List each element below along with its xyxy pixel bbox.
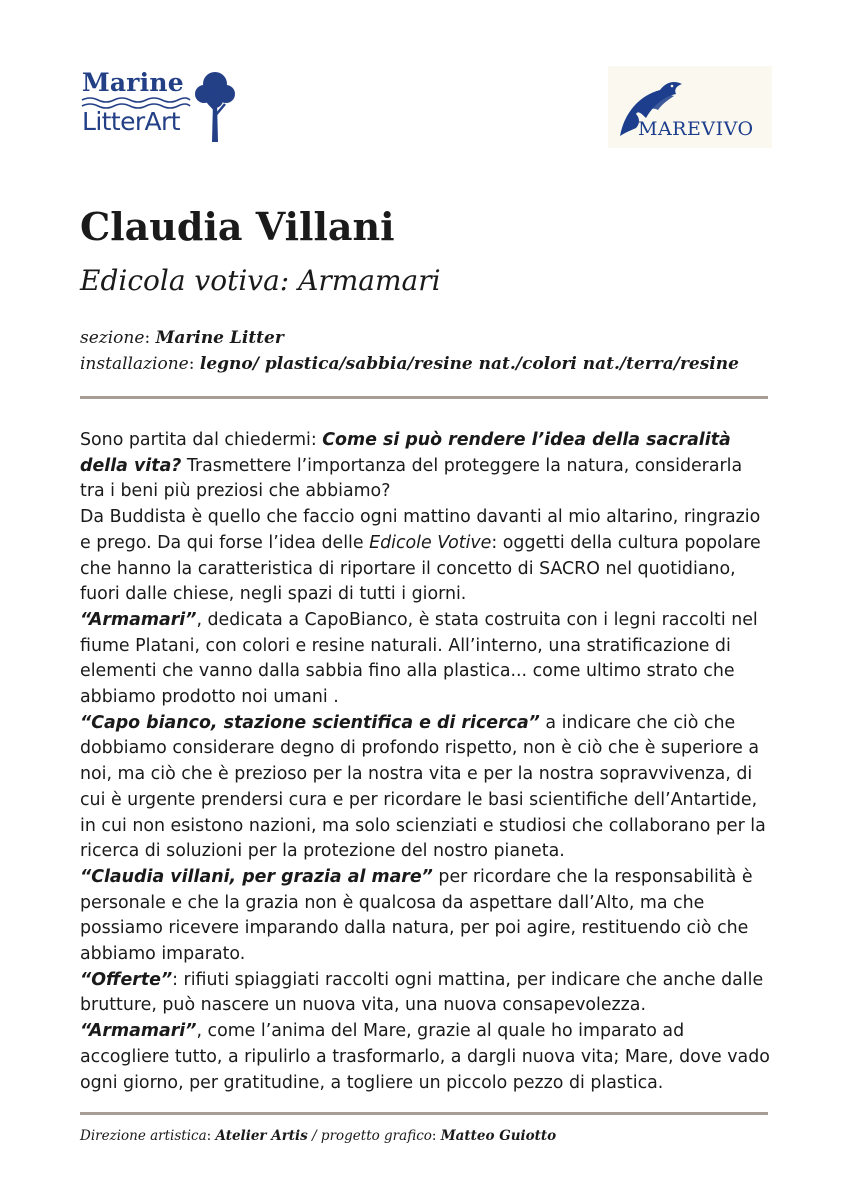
marevivo-wordmark: MAREVIVO (638, 118, 754, 140)
credits-footer: Direzione artistica: Atelier Artis / progetto grafico: Matteo Guiotto (80, 1128, 557, 1144)
paragraph-7 (80, 1019, 770, 1096)
installazione-value: legno/ plastica/sabbia/resine nat./colori nat./terra/resine (199, 354, 739, 374)
paragraph-1 (80, 428, 770, 505)
marine-litterart-logo (80, 66, 240, 146)
direzione-label: Direzione artistica (80, 1128, 207, 1144)
page-subtitle: Edicola votiva: Armamari (80, 264, 441, 297)
installazione-label: installazione (80, 354, 189, 374)
p4-text: a indicare che ciò che dobbiamo considerare degno di profondo rispetto, non è ciò che è superiore a noi, ma ciò che è prezioso per la nostra vita e per la nostra sopravvivenza, di cui è urgente prendersi cura e per ricordare le basi scientifiche dell’Antartide, in cui non esistono nazioni, ma solo scienziati e studiosi che collaborano per la ricerca di soluzioni per la protezione del nostro pianeta. (80, 712, 766, 862)
p1-text-2: Trasmettere l’importanza del proteggere la natura, considerarla tra i beni più preziosi che abbiamo? (80, 455, 743, 502)
paragraph-6 (80, 968, 770, 1019)
p6-text: : rifiuti spiaggiati raccolti ogni mattina, per indicare che anche dalle brutture, può nascere un nuova vita, una nuova consapevolezza. (80, 969, 764, 1016)
p5-text: per ricordare che la responsabilità è personale e che la grazia non è qualcosa da aspettare dall’Alto, ma che possiamo ricevere imparando dalla natura, per poi agire, restituendo ciò che abbiamo imparato. (80, 866, 753, 965)
footer-separator: / (307, 1128, 321, 1144)
paragraph-4 (80, 711, 770, 865)
paragraph-3 (80, 608, 770, 711)
sezione-value: Marine Litter (155, 328, 284, 348)
p6-bold: “Offerte” (80, 969, 173, 990)
progetto-label: progetto grafico (320, 1128, 432, 1144)
p3-text: , dedicata a CapoBianco, è stata costruita con i legni raccolti nel fiume Platani, con colori e resine naturali. All’interno, una stratificazione di elementi che vanno dalla sabbia fino alla plastica... come ultimo strato che abbiamo prodotto noi umani . (80, 609, 758, 708)
paragraph-5 (80, 865, 770, 968)
logo-litterart-text: LitterArt (82, 107, 180, 136)
tree-icon (194, 70, 236, 144)
progetto-value: Matteo Guiotto (440, 1128, 557, 1144)
marevivo-logo (608, 66, 772, 148)
paragraph-2 (80, 505, 770, 608)
p3-bold: “Armamari” (80, 609, 197, 630)
p1-text-1: Sono partita dal chiedermi: (80, 430, 323, 450)
p7-text: , come l’anima del Mare, grazie al quale ho imparato ad accogliere tutto, a ripulirlo a trasformarlo, a dargli nuova vita; Mare, dove vado ogni giorno, per gratitudine, a togliere un piccolo pezzo di plastica. (80, 1021, 770, 1093)
meta-sezione: sezione: Marine Litter (80, 328, 284, 348)
body-text (80, 428, 770, 1096)
p7-bold: “Armamari” (80, 1021, 197, 1042)
p2-italic: Edicole Votive (369, 532, 492, 553)
p1-bold-question: Come si può rendere l’idea della sacralità della vita? (80, 430, 731, 476)
divider-top (80, 396, 768, 399)
p2-text-1: Da Buddista è quello che faccio ogni mattino davanti al mio altarino, ringrazio e prego. Da qui forse l’idea delle (80, 507, 761, 553)
logo-marine-text: Marine (82, 68, 184, 97)
divider-bottom (80, 1112, 768, 1115)
p5-bold: “Claudia villani, per grazia al mare” (80, 866, 433, 887)
meta-installazione: installazione: legno/ plastica/sabbia/resine nat./colori nat./terra/resine (80, 354, 739, 374)
p4-bold: “Capo bianco, stazione scientifica e di ricerca” (80, 712, 540, 733)
p2-text-2: : oggetti della cultura popolare che hanno la caratteristica di riportare il concetto di SACRO nel quotidiano, fuori dalle chiese, negli spazi di tutti i giorni. (80, 532, 761, 605)
direzione-value: Atelier Artis (215, 1128, 308, 1144)
sezione-label: sezione (80, 328, 145, 348)
page-title: Claudia Villani (80, 204, 395, 249)
